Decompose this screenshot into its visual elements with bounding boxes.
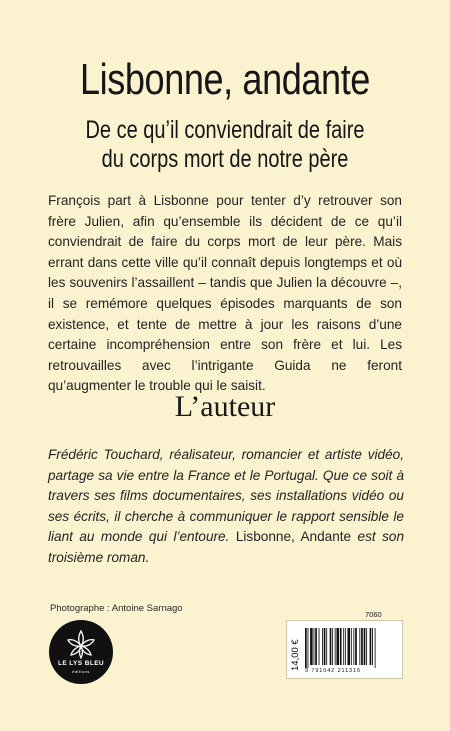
barcode-bar	[332, 628, 333, 665]
barcode-bar	[366, 628, 367, 665]
barcode-bar	[370, 628, 372, 665]
barcode-bar	[372, 628, 373, 665]
barcode-bar	[351, 628, 352, 665]
barcode-bar	[315, 628, 317, 665]
barcode-bar	[375, 628, 376, 668]
author-heading: L’auteur	[174, 390, 276, 423]
barcode-bar	[326, 628, 327, 665]
barcode-bar	[330, 628, 332, 665]
subtitle-line-2: du corps mort de notre père	[101, 145, 349, 173]
barcode-bar	[308, 628, 309, 668]
barcode-bar	[361, 628, 363, 665]
barcode-bar	[310, 628, 313, 665]
barcode-bar	[335, 628, 336, 665]
barcode-icon	[305, 628, 397, 668]
barcode-bar	[336, 628, 339, 665]
bio-part-2: est son troisième roman.	[48, 529, 405, 565]
barcode-bar	[355, 628, 357, 665]
barcode-bar	[322, 628, 323, 665]
barcode-bar	[314, 628, 315, 665]
subtitle-line-1: De ce qu’il conviendrait de faire	[85, 116, 365, 144]
lotus-icon	[65, 628, 97, 660]
barcode-bar	[345, 628, 346, 665]
book-title: Lisbonne, andante	[80, 55, 370, 104]
publisher-name: LE LYS BLEU	[57, 660, 105, 667]
isbn-digits: 9 791042 211316	[305, 668, 361, 674]
summary-text: François part à Lisbonne pour tenter d’y retrouver son frère Julien, afin qu’ensemble ils décident de ce qu’il conviendrait de faire du corps mort de leur père. Mais errant dans cette ville qu’il connaît depuis longtemps et où les souvenirs l’assaillent – tandis que Julien la découvre –, il se remémore quelques épisodes marquants de son existence, et tente de mettre à jour les raisons d’une certaine incompréhension entre son frère et lui. Les retrouvailles avec l’intrigante Guida ne feront qu’augmenter le trouble qui le saisit.	[48, 193, 402, 394]
barcode-bar	[324, 628, 326, 665]
back-code: 7060	[365, 610, 382, 619]
photo-credit: Photographe : Antoine Sarnago	[50, 603, 183, 614]
barcode-bar	[343, 628, 344, 665]
price-label: 14,00 €	[290, 639, 301, 671]
barcode-bar	[340, 628, 342, 665]
publisher-logo	[49, 620, 113, 684]
book-subtitle	[45, 116, 405, 174]
barcode-bar	[348, 628, 351, 665]
bio-part-1: Frédéric Touchard, réalisateur, romancier et artiste vidéo, partage sa vie entre la France et le Portugal. Que ce soit à travers ses films documentaires, ses installations vidéo ou ses écrits, il cherche à communiquer le rapport sensible le liant au monde qui l’entoure.	[48, 447, 404, 545]
barcode-bar	[353, 628, 354, 665]
author-bio	[48, 445, 404, 569]
barcode-bar	[359, 628, 360, 665]
barcode-bar	[364, 628, 366, 665]
barcode-bar	[305, 628, 307, 668]
barcode-bar	[319, 628, 320, 665]
barcode-panel	[286, 620, 403, 679]
publisher-sub: éditions	[72, 669, 90, 674]
summary-block	[48, 191, 402, 397]
bio-book-title: Lisbonne, Andante	[235, 529, 352, 545]
